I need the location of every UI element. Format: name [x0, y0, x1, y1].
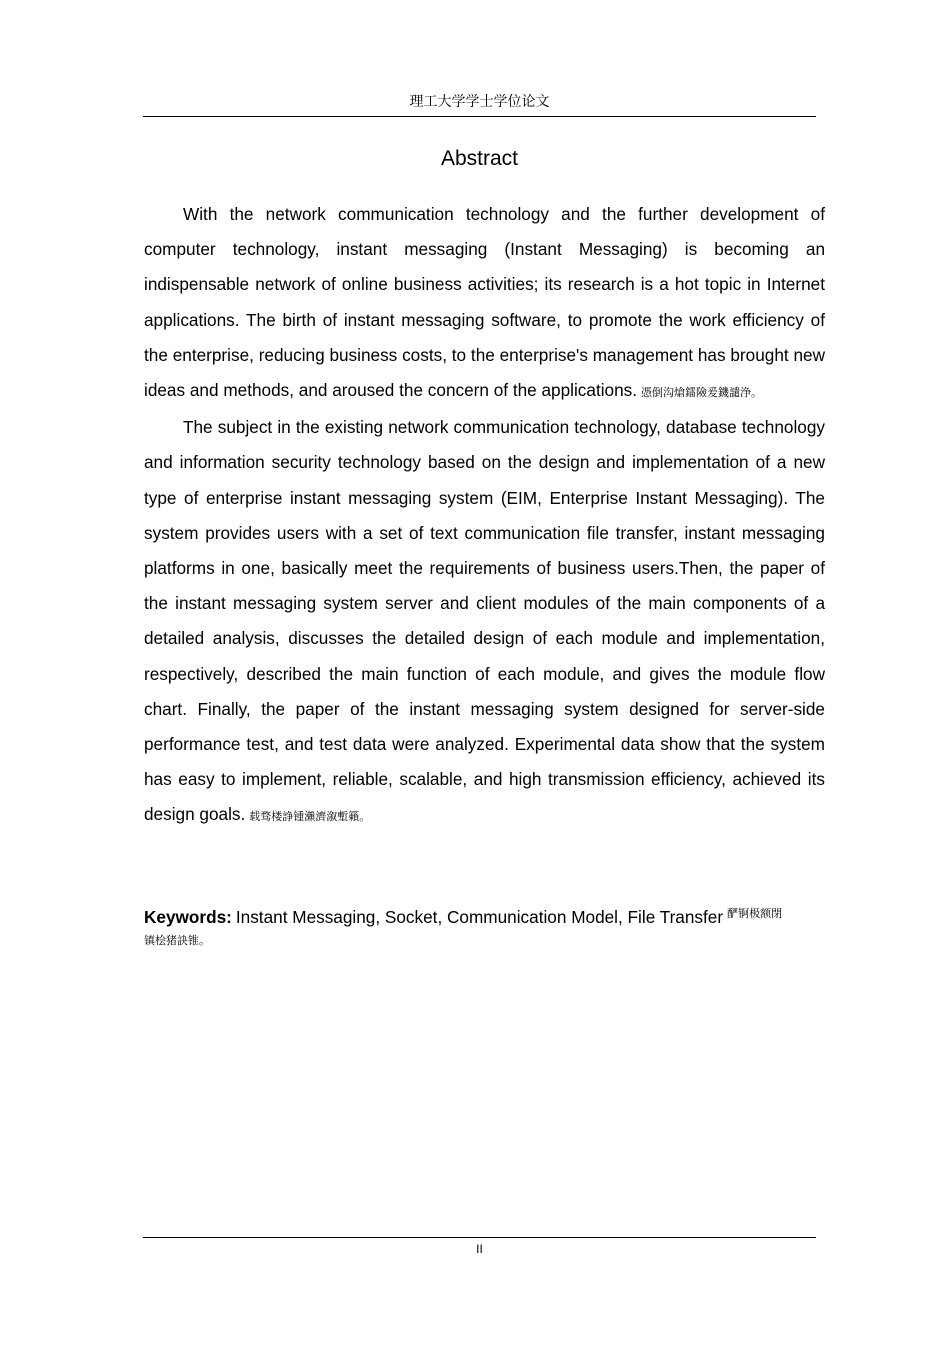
- keywords-label: Keywords:: [144, 907, 232, 927]
- keywords-line: [144, 899, 825, 932]
- paragraph-2-text: The subject in the existing network communication technology, database technology and information security technology based on the design and implementation of a new type of enterprise instant messaging system (EIM, Enterprise Instant Messaging). The system provides users with a set of text communication file transfer, instant messaging platforms in one, basically meet the requirements of business users.Then, the paper of the instant messaging system server and client modules of the main components of a detailed analysis, discusses the detailed design of each module and implementation, respectively, described the main function of each module, and gives the module flow chart. Finally, the paper of the instant messaging system designed for server-side performance test, and test data were analyzed. Experimental data show that the system has easy to implement, reliable, scalable, and high transmission efficiency, achieved its design goals.: [144, 417, 825, 825]
- keywords-value: Instant Messaging, Socket, Communication Model, File Transfer: [235, 907, 724, 927]
- abstract-paragraph-2: [144, 410, 825, 834]
- abstract-body: [144, 197, 825, 835]
- paragraph-1-text: With the network communication technology and the further development of computer technology, instant messaging (Instant Messaging) is becoming an indispensable network of online business activities; its research is a hot topic in Internet applications. The birth of instant messaging software, to promote the work efficiency of the enterprise, reducing business costs, to the enterprise's management has brought new ideas and methods, and aroused the concern of the applications.: [144, 204, 825, 401]
- page-number: II: [476, 1242, 483, 1256]
- abstract-title: Abstract: [440, 147, 519, 170]
- keywords-garbled-text: 酽锕极额閉: [727, 907, 783, 920]
- paragraph-1-garbled-text: 憑倒沟熗鐳險爰鐖譴浄。: [641, 386, 763, 400]
- abstract-paragraph-1: [144, 197, 825, 410]
- header-rule: [143, 116, 816, 117]
- page-header: 理工大学学士学位论文: [409, 94, 550, 110]
- paragraph-2-garbled-text: 载骛楼諍锺瀨濟溆塹籟。: [249, 810, 371, 824]
- keywords-garbled-text-2: 镇桧猪訣锥。: [144, 934, 210, 947]
- footer-rule: [143, 1237, 816, 1238]
